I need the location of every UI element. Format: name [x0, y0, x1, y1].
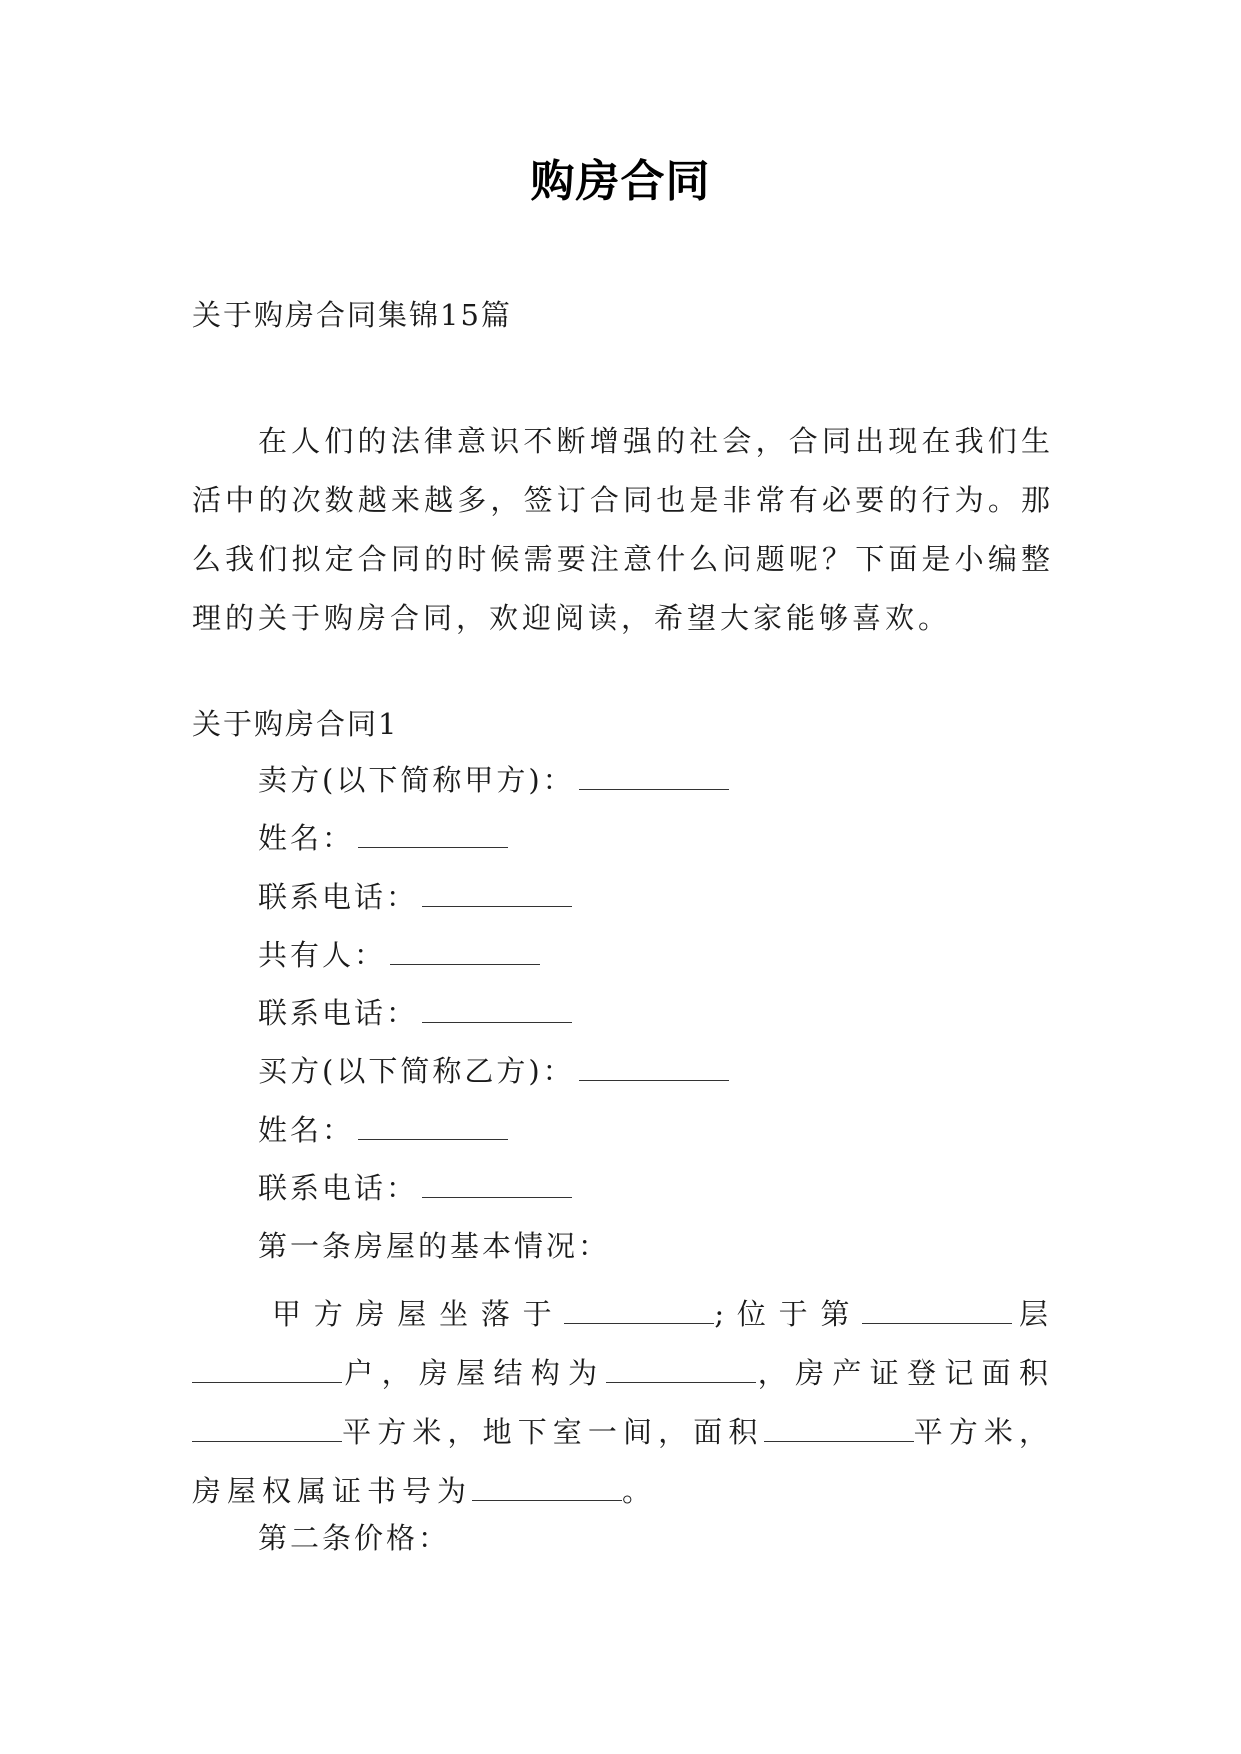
buyer-name-field: [258, 1110, 729, 1168]
intro-paragraph: 在人们的法律意识不断增强的社会，合同出现在我们生活中的次数越来越多，签订合同也是非常有必要的行为。那么我们拟定合同的时候需要注意什么问题呢？下面是小编整理的关于购房合同，欢迎阅读，希望大家能够喜欢。: [192, 424, 1054, 635]
clause-text: 户，房屋结构为: [342, 1356, 606, 1390]
field-label: 联系电话：: [258, 1171, 419, 1206]
section-title: 关于购房合同1: [192, 707, 399, 741]
party-field-list: [258, 760, 729, 1285]
clause-text: 平方米，地下室一间，面积: [342, 1415, 764, 1449]
field-label: 联系电话：: [258, 996, 419, 1031]
blank-line: [472, 1478, 622, 1501]
clause-text: 。: [622, 1474, 658, 1508]
clause-text: 层: [1012, 1297, 1054, 1331]
blank-line: [390, 940, 540, 965]
field-label: 第一条房屋的基本情况：: [258, 1229, 611, 1264]
co-owner-field: [258, 935, 729, 993]
blank-line: [422, 882, 572, 907]
blank-line: [862, 1301, 1012, 1324]
blank-line: [606, 1360, 756, 1383]
clause-text: ;位于第: [714, 1297, 863, 1331]
co-owner-phone-field: [258, 993, 729, 1051]
article-1-heading: [258, 1226, 729, 1284]
seller-field: [258, 760, 729, 818]
buyer-phone-field: [258, 1168, 729, 1226]
blank-line: [192, 1419, 342, 1442]
field-label: 卖方(以下简称甲方)：: [258, 763, 575, 797]
document-title: 购房合同: [530, 156, 711, 207]
field-label: 共有人：: [258, 937, 387, 972]
blank-line: [579, 765, 729, 790]
blank-line: [358, 1115, 508, 1140]
blank-line: [764, 1419, 914, 1442]
clause-text: 甲方房屋坐落于: [272, 1297, 565, 1331]
blank-line: [422, 1173, 572, 1198]
blank-line: [579, 1056, 729, 1081]
blank-line: [192, 1360, 342, 1383]
blank-line: [358, 823, 508, 848]
seller-phone-field: [258, 877, 729, 935]
field-label: 买方(以下简称乙方)：: [258, 1054, 575, 1089]
clause-text: 平方米，房屋权属证书号为: [192, 1415, 1054, 1508]
field-label: 姓名：: [258, 821, 355, 856]
field-label: 姓名：: [258, 1112, 355, 1147]
field-label: 联系电话：: [258, 879, 419, 914]
blank-line: [564, 1301, 714, 1324]
clause-text: ，房产证登记面积: [755, 1356, 1054, 1390]
article-2-heading: 第二条价格：: [258, 1521, 451, 1555]
article-1-clause: [192, 1285, 1054, 1521]
blank-line: [422, 998, 572, 1023]
seller-name-field: [258, 818, 729, 876]
document-subtitle: 关于购房合同集锦15篇: [192, 298, 512, 332]
buyer-field: [258, 1051, 729, 1109]
